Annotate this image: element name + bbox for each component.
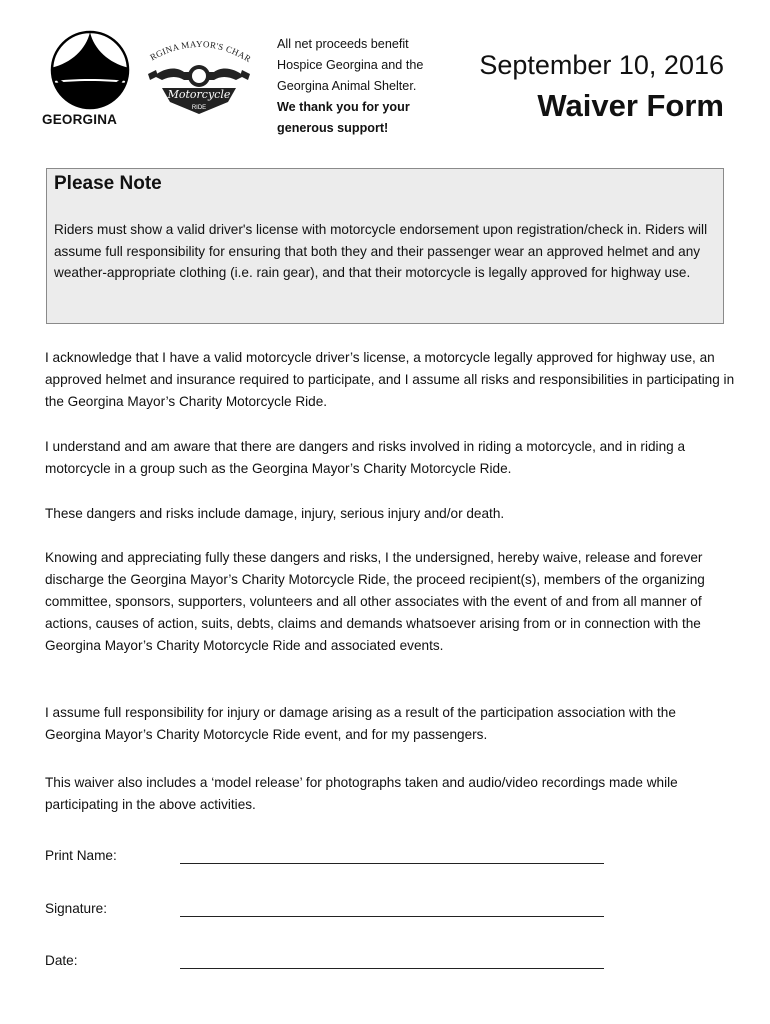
please-note-box [46,168,724,324]
georgina-emblem-icon [40,26,140,112]
ride-logo-script-text: Motorcycle [167,88,231,101]
thanks-line: We thank you for your [277,100,410,114]
event-date: September 10, 2016 [479,50,724,80]
thanks-line: generous support! [277,121,389,135]
please-note-heading: Please Note [54,173,162,194]
page-title: Waiver Form [537,88,724,123]
date-label: Date: [45,953,78,968]
proceeds-note [277,34,452,139]
please-note-body: Riders must show a valid driver's license with motorcycle endorsement upon registration/check in. Riders will assume full responsibility for ensuring that both they and their passenger wear an approved helmet and any weather-appropriate clothing (i.e. rain gear), and that their motorcycle is legally approved for highway use. [54,222,708,280]
ride-logo-arc-text: RGINA MAYOR'S CHAR [148,38,253,65]
responsibility-paragraph: I assume full responsibility for injury or damage arising as a result of the participation association with the Georgina Mayor’s Charity Motorcycle Ride event, and for my passengers. [45,705,676,742]
signature-line[interactable] [180,916,604,917]
model-release-paragraph: This waiver also includes a ‘model release’ for photographs taken and audio/video recordings made while participating in the above activities. [45,775,678,812]
proceeds-line: Hospice Georgina and the [277,58,424,72]
risks-paragraph: I understand and am aware that there are dangers and risks involved in riding a motorcycle, and in riding a motorcycle in a group such as the Georgina Mayor’s Charity Motorcycle Ride. [45,439,686,476]
acknowledge-paragraph: I acknowledge that I have a valid motorcycle driver’s license, a motorcycle legally approved for highway use, an approved helmet and insurance required to participate, and I assume all risks and responsibilities in participating in the Georgina Mayor’s Charity Motorcycle Ride. [45,350,735,409]
georgina-logo [40,26,140,132]
date-line[interactable] [180,968,604,969]
release-paragraph: Knowing and appreciating fully these dangers and risks, I the undersigned, hereby waive, release and forever discharge the Georgina Mayor’s Charity Motorcycle Ride, the proceed recipient(s), members of the organizing committee, sponsors, supporters, volunteers and all other associates with the event of and from all manner of actions, causes of action, suits, debts, claims and demands whatsoever arising from or in connection with the Georgina Mayor’s Charity Motorcycle Ride and associated events. [45,550,705,653]
proceeds-line: Georgina Animal Shelter. [277,79,417,93]
charity-ride-logo [140,32,258,122]
print-name-line[interactable] [180,863,604,864]
signature-label: Signature: [45,901,107,916]
motorcycle-ride-emblem-icon [140,32,258,122]
ride-logo-ride-text: RIDE [191,105,207,111]
dangers-paragraph: These dangers and risks include damage, injury, serious injury and/or death. [45,506,505,521]
proceeds-line: All net proceeds benefit [277,37,409,51]
print-name-label: Print Name: [45,848,117,863]
georgina-logo-text: GEORGINA [42,112,118,127]
